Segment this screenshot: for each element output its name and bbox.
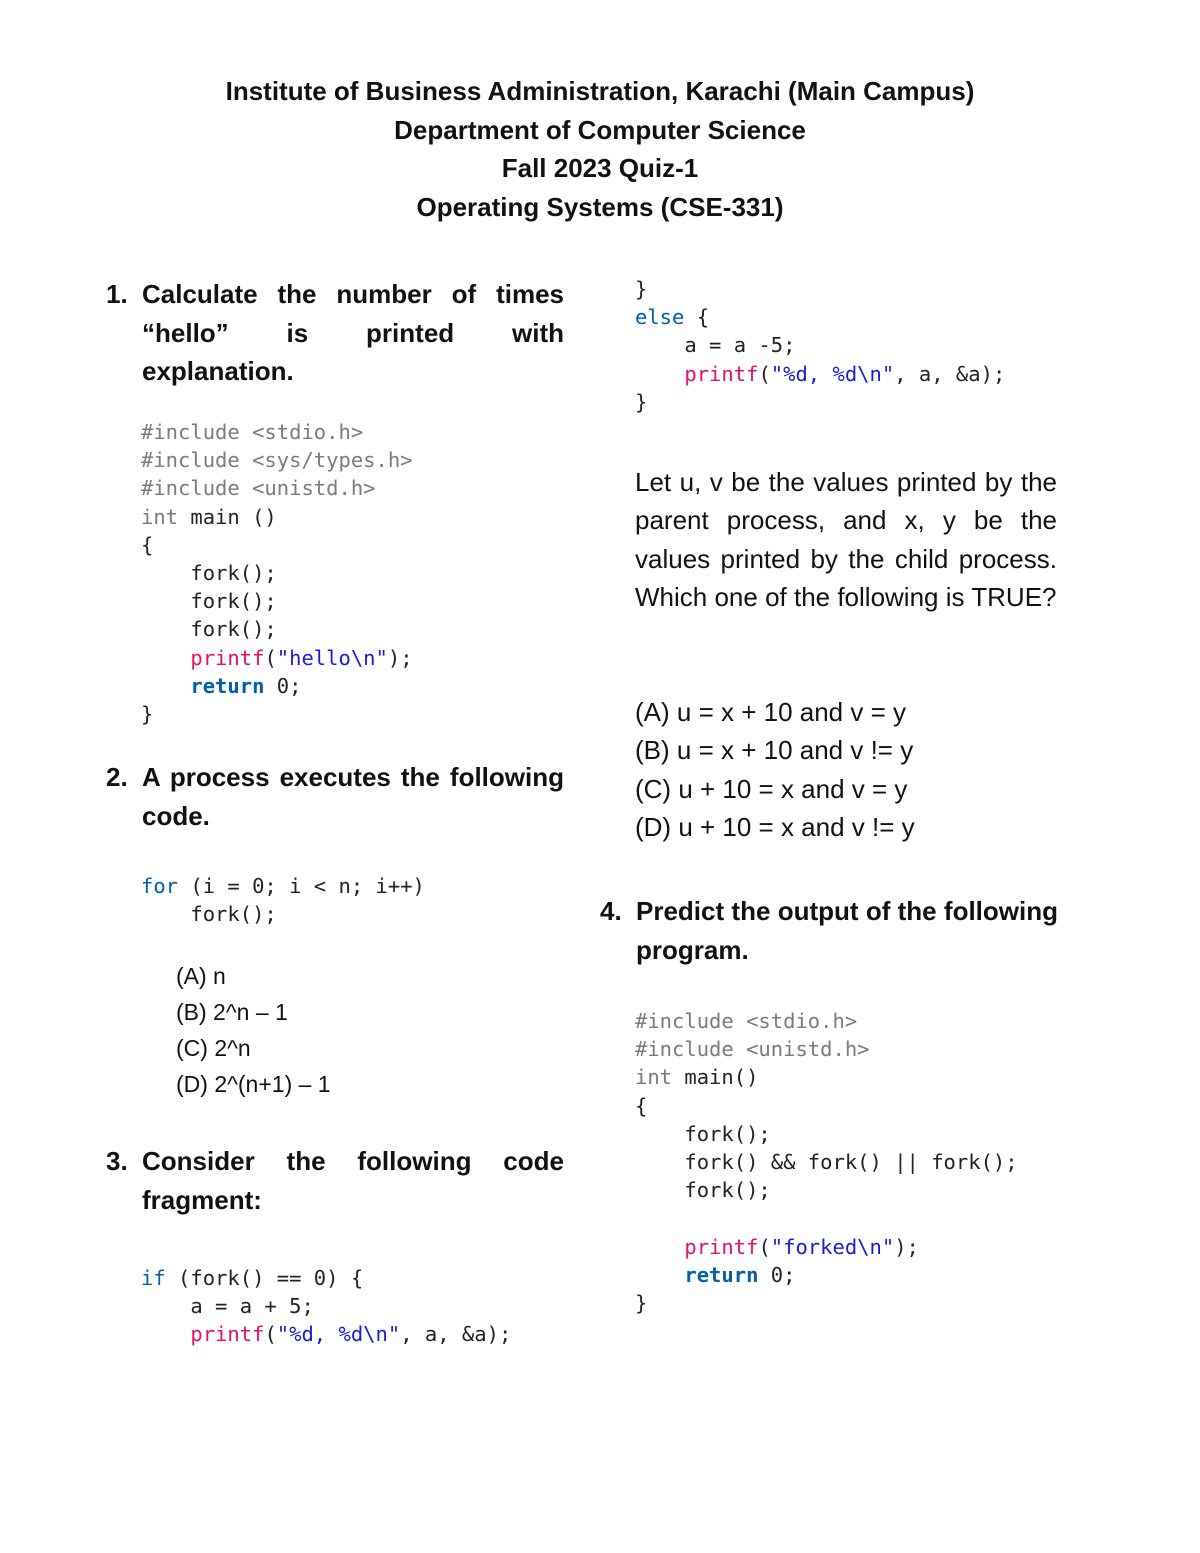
question-number: 1. — [106, 279, 128, 309]
question-3 — [106, 1142, 564, 1219]
code-keyword: int — [635, 1065, 673, 1090]
option-d: (D) u + 10 = x and v != y — [635, 811, 915, 842]
code-text: 0; — [758, 1262, 796, 1287]
code-include: #include <unistd.h> — [635, 1037, 870, 1062]
code-include: #include <stdio.h> — [635, 1009, 858, 1033]
question-number: 2. — [106, 762, 128, 792]
q3-question-text: Let u, v be the values printed by the parent process, and x, y be the values printed by the child process. Which one of the following is TRUE? — [635, 467, 1057, 612]
code-text: , a, &a); — [400, 1322, 512, 1347]
code-string: "%d, %d\n" — [770, 361, 895, 386]
code-include: #include <unistd.h> — [141, 476, 376, 501]
code-keyword: return — [684, 1262, 759, 1287]
code-text: } — [635, 277, 648, 301]
code-text: ); — [894, 1234, 919, 1259]
option-a: (A) u = x + 10 and v = y — [635, 697, 906, 727]
option-c: (C) 2^n — [176, 1035, 251, 1061]
code-text: fork(); — [684, 1178, 771, 1203]
code-block-q3-part1 — [141, 1264, 511, 1349]
question-number: 4. — [600, 896, 622, 926]
code-block-q1 — [141, 418, 413, 728]
options-q2 — [176, 958, 331, 1102]
option-d: (D) 2^(n+1) – 1 — [176, 1071, 331, 1097]
code-text: (fork() == 0) { — [165, 1266, 364, 1290]
code-text: ( — [264, 1322, 277, 1347]
option-b: (B) u = x + 10 and v != y — [635, 735, 914, 766]
question-text: Consider the following code fragment: — [142, 1146, 564, 1215]
code-keyword: else — [635, 305, 685, 330]
question-1 — [106, 275, 564, 391]
options-q3 — [635, 693, 915, 846]
code-text: } — [635, 389, 648, 414]
option-a: (A) n — [176, 963, 226, 989]
code-text: { — [141, 532, 154, 557]
code-include: #include <sys/types.h> — [141, 448, 413, 473]
document-header — [0, 72, 1200, 226]
code-function: printf — [190, 1322, 265, 1347]
code-text: { — [635, 1093, 648, 1118]
code-text: fork(); — [190, 589, 277, 614]
code-text: ( — [758, 361, 771, 386]
course-title: Operating Systems (CSE-331) — [416, 191, 784, 222]
code-function: printf — [684, 1234, 759, 1259]
code-text: ( — [758, 1234, 771, 1259]
code-text: (i = 0; i < n; i++) — [178, 874, 425, 898]
code-string: "forked\n" — [770, 1234, 895, 1259]
code-keyword: int — [141, 504, 179, 529]
code-text: fork(); — [190, 561, 277, 586]
question-text: A process executes the following code. — [142, 762, 564, 831]
code-text: main() — [672, 1065, 759, 1090]
code-function: printf — [190, 645, 265, 670]
code-text: } — [141, 702, 154, 727]
code-text: a = a -5; — [684, 333, 796, 358]
code-string: "hello\n" — [276, 645, 388, 670]
code-block-q2 — [141, 872, 425, 928]
question-text: Calculate the number of times “hello” is printed with explanation. — [142, 279, 564, 386]
code-text: fork(); — [684, 1121, 771, 1146]
code-text: { — [684, 305, 710, 330]
code-text: a = a + 5; — [190, 1294, 314, 1319]
option-b: (B) 2^n – 1 — [176, 999, 288, 1025]
code-text: fork(); — [190, 902, 277, 927]
institute-title: Institute of Business Administration, Karachi (Main Campus) — [225, 76, 975, 106]
code-keyword: return — [190, 673, 265, 698]
code-string: "%d, %d\n" — [276, 1322, 401, 1347]
code-block-q4 — [635, 1007, 1018, 1317]
code-keyword: if — [141, 1266, 166, 1290]
code-text: main () — [178, 504, 277, 529]
code-text: fork(); — [190, 617, 277, 642]
code-block-q3-part2 — [635, 275, 1005, 416]
code-text: } — [635, 1291, 648, 1316]
code-text: 0; — [264, 673, 302, 698]
question-text: Predict the output of the following program. — [636, 896, 1058, 965]
code-text: fork() && fork() || fork(); — [684, 1150, 1018, 1175]
question-4 — [600, 892, 1058, 969]
code-text: ); — [387, 645, 413, 670]
code-text: ( — [264, 645, 277, 670]
department-title: Department of Computer Science — [394, 114, 806, 145]
code-include: #include <stdio.h> — [141, 420, 364, 444]
code-text: , a, &a); — [894, 361, 1006, 386]
code-keyword: for — [141, 874, 179, 898]
code-function: printf — [684, 361, 759, 386]
question-number: 3. — [106, 1146, 128, 1176]
question-2 — [106, 758, 564, 835]
quiz-title: Fall 2023 Quiz-1 — [501, 153, 699, 183]
option-c: (C) u + 10 = x and v = y — [635, 773, 908, 804]
